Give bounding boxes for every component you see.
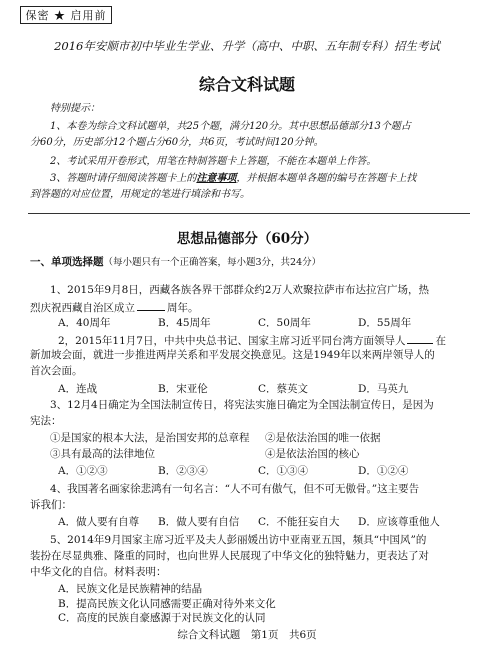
q4-line-1: 4、我国著名画家徐悲鸿有一句名言：“人不可有傲气，但不可无傲骨。”这主要告 xyxy=(50,483,420,495)
q3-option-a: A．①②③ xyxy=(58,465,108,477)
part-description: （每小题只有一个正确答案，每小题3分，共24分） xyxy=(103,257,322,268)
subject-title: 综合文科试题 xyxy=(198,75,295,94)
q2-line-2: 新加坡会面，就进一步推进两岸关系和平发展交换意见。这是1949年以来两岸领导人的 xyxy=(30,349,435,361)
exam-title: 2016年安顺市初中毕业生学业、升学（高中、中职、五年制专科）招生考试 xyxy=(54,39,440,53)
q4-option-b: B．做人要有自信 xyxy=(158,516,240,528)
notes-line-1: 1、本卷为综合文科试题单，共25个题，满分120分。其中思想品德部分13个题占 xyxy=(50,121,411,132)
q3-statement-2: ②是依法治国的唯一依据 xyxy=(265,432,381,444)
part-label: 一、单项选择题 xyxy=(30,256,104,268)
q5-line-1: 5、2014年9月国家主席习近平及夫人彭丽媛出访中亚南亚五国，频具“中国风”的 xyxy=(50,534,427,546)
q1-option-b: B．45周年 xyxy=(158,317,211,329)
confidential-stamp: 保密 ★ 启用前 xyxy=(20,6,112,24)
q1-line-2 xyxy=(30,299,470,316)
q2-option-d: D．马英九 xyxy=(358,383,409,395)
q2-answer-blank xyxy=(407,332,433,344)
q5-option-b: B．提高民族文化认同感需要正确对待外来文化 xyxy=(58,598,276,610)
q4-line-2: 诉我们： xyxy=(30,499,72,511)
notes-line-4-post: ，并根据本题单各题的编号在答题卡上找 xyxy=(236,173,417,184)
q3-statement-4: ④是依法治国的核心 xyxy=(265,448,360,460)
q5-option-c: C．高度的民族自豪感源于对民族文化的认同 xyxy=(58,612,266,624)
q1-answer-blank xyxy=(137,299,165,311)
q3-statements-1 xyxy=(50,431,470,446)
q1-options xyxy=(58,316,478,331)
notes-line-3: 2、考试采用开卷形式，用笔在特制答题卡上答题，不能在本题单上作答。 xyxy=(50,156,377,167)
q4-option-c: C．不能狂妄自大 xyxy=(258,516,340,528)
q5-line-3: 中华文化的自信。材料表明： xyxy=(30,566,167,578)
part-heading xyxy=(30,255,470,270)
notes-line-5: 到答题的对应位置，用规定的笔进行填涂和书写。 xyxy=(30,189,250,200)
q3-option-b: B．②③④ xyxy=(158,465,208,477)
q1-line-1: 1、2015年9月8日，西藏各族各界干部群众约2万人欢聚拉萨市布达拉宫广场，热 xyxy=(50,284,429,296)
q2-line-3: 首次会面。 xyxy=(30,365,83,377)
q2-option-a: A．连战 xyxy=(58,383,98,395)
q3-statements-2 xyxy=(50,447,470,462)
q3-statement-1: ①是国家的根本大法，是治国安邦的总章程 xyxy=(50,432,250,444)
q1-option-d: D．55周年 xyxy=(358,317,412,329)
q4-option-d: D．应该尊重他人 xyxy=(358,516,440,528)
page-footer: 综合文科试题 第1页 共6页 xyxy=(177,629,317,641)
q4-options xyxy=(58,515,478,530)
q3-option-d: D．①②④ xyxy=(358,465,409,477)
notes-line-4-pre: 3、答题时请仔细阅读答题卡上的 xyxy=(50,173,197,184)
q3-line-1: 3、12月4日确定为全国法制宣传日，将宪法实施日确定为全国法制宣传日，是因为 xyxy=(50,399,434,411)
notes-line-4 xyxy=(50,171,470,186)
q2-line-1 xyxy=(58,332,478,349)
q1-option-c: C．50周年 xyxy=(258,317,311,329)
q2-option-c: C．蔡英文 xyxy=(258,383,309,395)
q3-options xyxy=(58,464,478,479)
q3-option-c: C．①③④ xyxy=(258,465,309,477)
q5-line-2: 装扮在尽显典雅、隆重的同时，也向世界人民展现了中华文化的独特魅力，更表达了对 xyxy=(30,550,429,562)
q2-options xyxy=(58,382,478,397)
q1-stem-end: 周年。 xyxy=(167,302,199,314)
notes-line-2: 分60分，历史部分12个题占分60分，共6页，考试时间120分钟。 xyxy=(30,137,324,148)
q5-option-a: A．民族文化是民族精神的结晶 xyxy=(58,583,203,595)
section-title: 思想品德部分（60分） xyxy=(176,231,318,247)
q2-option-b: B．宋亚伦 xyxy=(158,383,208,395)
notes-divider xyxy=(28,213,470,214)
notes-title: 特别提示： xyxy=(50,103,100,114)
notes-emphasis: 注意事项 xyxy=(196,173,237,184)
q2-stem-end: 在 xyxy=(435,335,446,347)
q3-statement-3: ③具有最高的法律地位 xyxy=(50,448,155,460)
q3-line-2: 宪法： xyxy=(30,415,62,427)
q2-stem: 2，2015年11月7日，中共中央总书记、国家主席习近平同台湾方面领导人 xyxy=(58,335,406,347)
q1-option-a: A．40周年 xyxy=(58,317,111,329)
q4-option-a: A．做人要有自尊 xyxy=(58,516,140,528)
q1-stem: 烈庆祝西藏自治区成立 xyxy=(30,302,135,314)
